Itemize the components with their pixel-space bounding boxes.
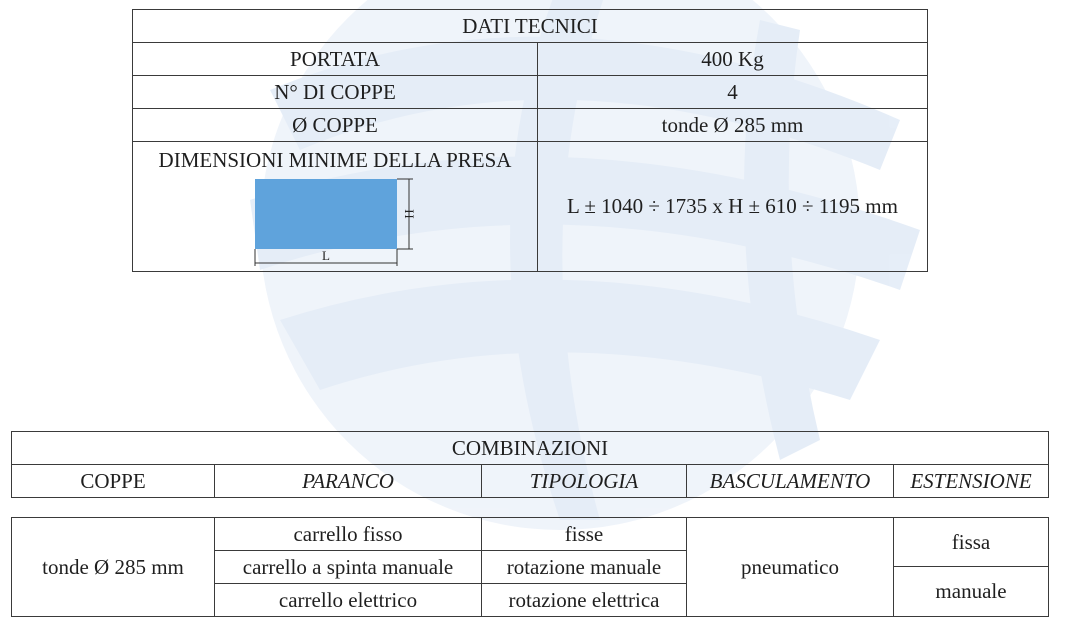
header-basculamento: BASCULAMENTO bbox=[687, 465, 894, 498]
tipologia-item-0: fisse bbox=[482, 518, 687, 551]
paranco-item-1: carrello a spinta manuale bbox=[215, 551, 482, 584]
row-value-diam-coppe: tonde Ø 285 mm bbox=[538, 109, 928, 142]
header-paranco: PARANCO bbox=[215, 465, 482, 498]
grip-area-rect bbox=[255, 179, 397, 249]
technical-data-title: DATI TECNICI bbox=[133, 10, 928, 43]
estensione-item-1: manuale bbox=[894, 567, 1049, 617]
header-tipologia: TIPOLOGIA bbox=[482, 465, 687, 498]
height-label: H bbox=[402, 209, 417, 219]
combinations-title: COMBINAZIONI bbox=[12, 432, 1049, 465]
length-label: L bbox=[322, 248, 330, 263]
basculamento-value: pneumatico bbox=[687, 518, 894, 617]
row-label-num-coppe: N° DI COPPE bbox=[133, 76, 538, 109]
coppe-value: tonde Ø 285 mm bbox=[12, 518, 215, 617]
header-estensione: ESTENSIONE bbox=[894, 465, 1049, 498]
header-coppe: COPPE bbox=[12, 465, 215, 498]
combinations-header-table bbox=[11, 431, 1049, 498]
estensione-item-0: fissa bbox=[894, 518, 1049, 567]
dims-label: DIMENSIONI MINIME DELLA PRESA bbox=[158, 148, 512, 172]
row-label-portata: PORTATA bbox=[133, 43, 538, 76]
paranco-item-2: carrello elettrico bbox=[215, 584, 482, 617]
row-label-diam-coppe: Ø COPPE bbox=[133, 109, 538, 142]
dims-value: L ± 1040 ÷ 1735 x H ± 610 ÷ 1195 mm bbox=[538, 142, 928, 272]
paranco-item-0: carrello fisso bbox=[215, 518, 482, 551]
dimension-diagram bbox=[253, 175, 423, 269]
tipologia-item-1: rotazione manuale bbox=[482, 551, 687, 584]
dims-label-cell bbox=[133, 142, 538, 272]
tipologia-item-2: rotazione elettrica bbox=[482, 584, 687, 617]
row-value-num-coppe: 4 bbox=[538, 76, 928, 109]
combinations-body-table bbox=[11, 517, 1049, 617]
technical-data-table bbox=[132, 9, 928, 272]
row-value-portata: 400 Kg bbox=[538, 43, 928, 76]
